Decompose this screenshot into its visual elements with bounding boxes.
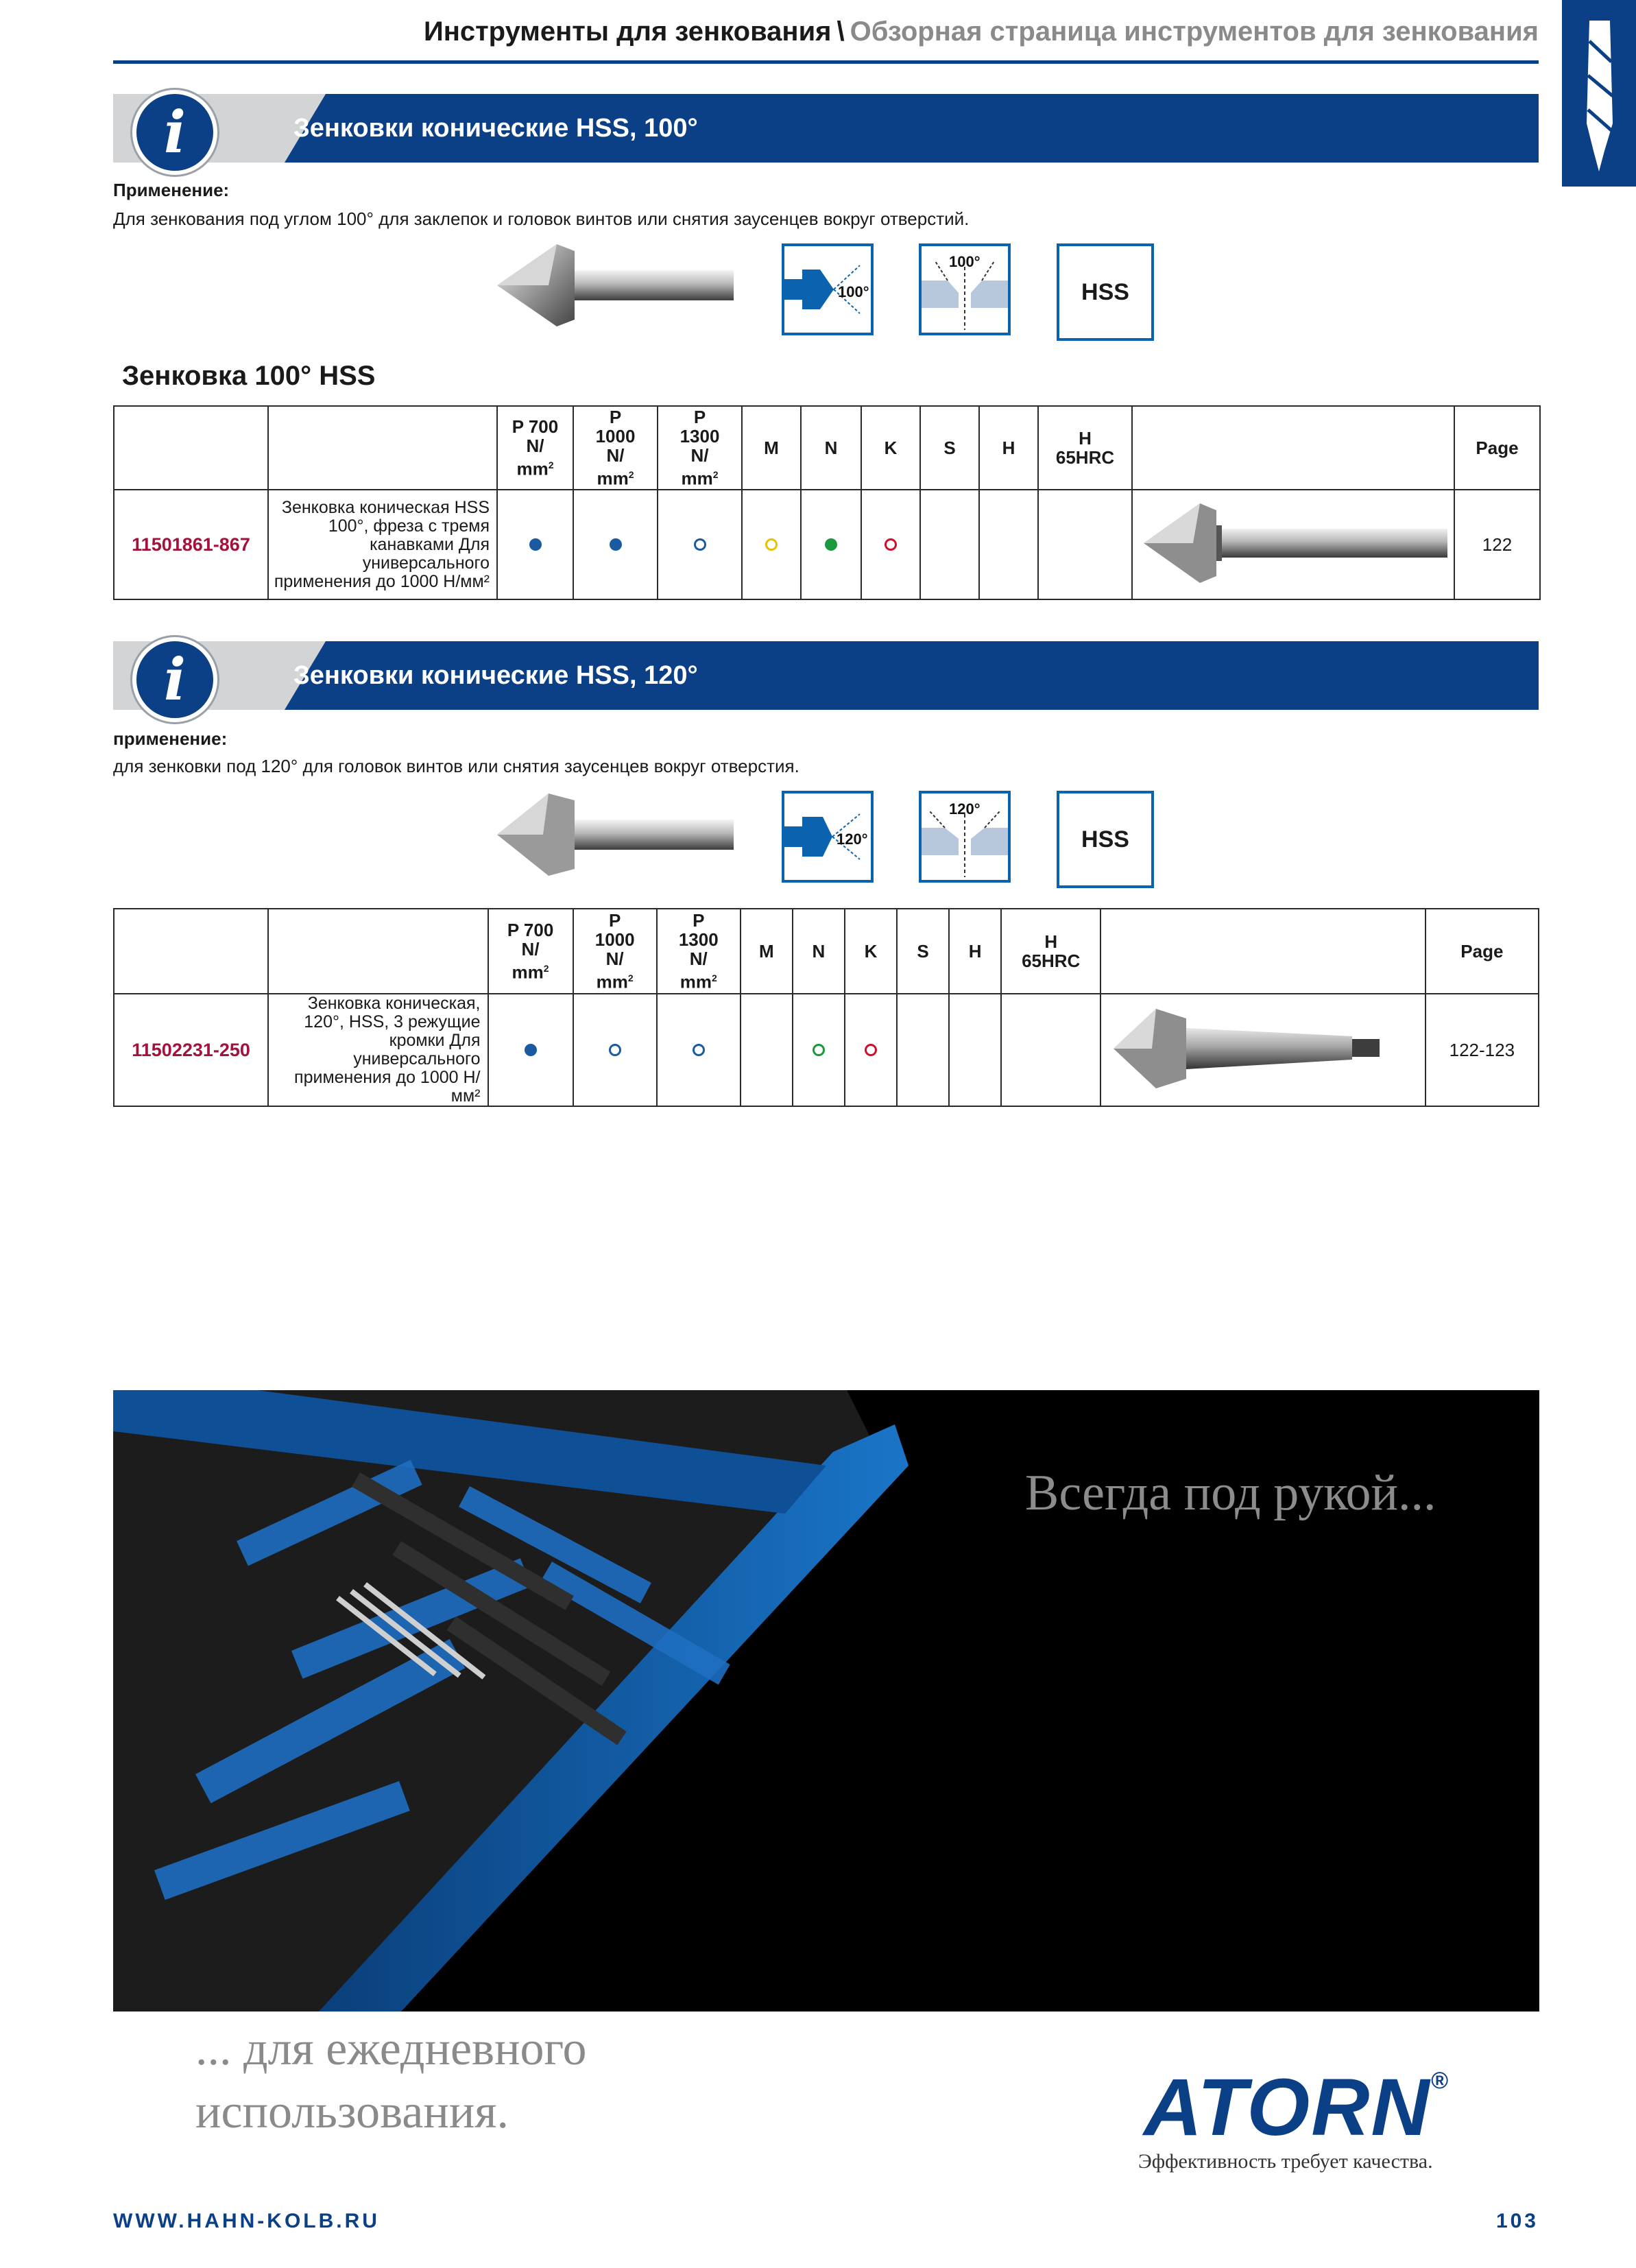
hss-badge: HSS — [1057, 243, 1154, 341]
col-s: S — [920, 406, 979, 490]
hole-100-label: 100° — [949, 253, 981, 270]
header-separator: \ — [837, 16, 845, 47]
col-p700: P 700 N/ $mm^2$ — [488, 909, 573, 994]
col-p1000: P 1000 N/ $mm^2$ — [573, 406, 658, 490]
hole-100-icon — [919, 243, 1011, 335]
col-h: H — [979, 406, 1038, 490]
ad-slogan-line-1: ... для ежедневного — [195, 2022, 587, 2075]
header-section: Инструменты для зенкования — [423, 16, 832, 47]
product-image — [1105, 1003, 1421, 1093]
product-description: Зенковка коническая, 120°, HSS, 3 режущие кромки Для универсального применения до 1000 Н/мм² — [268, 994, 488, 1106]
mark-filled — [525, 1044, 537, 1056]
col-m: M — [741, 909, 793, 994]
spec-table-120 — [113, 908, 1539, 1107]
table-row — [114, 994, 1539, 1106]
atorn-logo: ATORN® — [1144, 2062, 1449, 2153]
brand-tagline: Эффективность требует качества. — [1138, 2150, 1433, 2173]
page-ref: 122 — [1454, 490, 1540, 599]
mark-open — [813, 1044, 825, 1056]
hole-120-label: 120° — [949, 800, 981, 817]
mark-open — [609, 1044, 621, 1056]
article-number[interactable]: 11502231-250 — [114, 994, 268, 1106]
product-image — [1135, 498, 1451, 587]
spec-table-100 — [113, 405, 1541, 600]
product-image-cell — [1132, 490, 1454, 599]
hss-badge: HSS — [1057, 791, 1154, 888]
col-page: Page — [1426, 909, 1539, 994]
info-icon: i — [132, 637, 217, 722]
col-h: H — [949, 909, 1001, 994]
table-header-row — [114, 406, 1540, 490]
ad-slogan-bottom — [195, 2018, 587, 2144]
section-header-120 — [113, 641, 1539, 713]
ad-slogan-line-2: использования. — [195, 2086, 509, 2138]
header-rule — [113, 60, 1539, 64]
info-icon: i — [132, 90, 217, 175]
countersink-120-image — [494, 791, 741, 880]
col-p1300: P 1300 N/ $mm^2$ — [658, 406, 742, 490]
mark-open — [694, 538, 706, 551]
mark-open — [693, 1044, 705, 1056]
mark-open — [865, 1044, 877, 1056]
article-number[interactable]: 11501861-867 — [114, 490, 268, 599]
ad-slogan-top: Всегда под рукой... — [1025, 1465, 1436, 1521]
hole-120-icon — [919, 791, 1011, 883]
col-k: K — [861, 406, 920, 490]
angle-100-icon — [782, 243, 874, 335]
section-title: Зенковки конические HSS, 120° — [293, 661, 698, 690]
page-number: 103 — [1495, 2210, 1539, 2232]
table-row — [114, 490, 1540, 599]
angle-100-label: 100° — [838, 283, 869, 300]
col-k: K — [845, 909, 897, 994]
product-description: Зенковка коническая HSS 100°, фреза с тремя канавками Для универсального применения до 1000 Н/мм² — [268, 490, 497, 599]
col-m: M — [742, 406, 801, 490]
footer-website-link[interactable]: WWW.HAHN-KOLB.RU — [113, 2210, 380, 2232]
mark-open — [765, 538, 778, 551]
drill-icon — [1562, 0, 1636, 187]
col-n: N — [793, 909, 845, 994]
angle-120-label: 120° — [837, 831, 868, 848]
application-text: Для зенкования под углом 100° для заклепок и головок винтов или снятия заусенцев вокруг отверстий. — [113, 208, 970, 229]
chapter-tab — [1562, 0, 1636, 187]
header-subtitle: Обзорная страница инструментов для зенкования — [850, 16, 1539, 47]
col-h65: H 65HRC — [1001, 909, 1100, 994]
mark-open — [885, 538, 897, 551]
col-n: N — [801, 406, 861, 490]
application-label: Применение: — [113, 180, 230, 200]
col-s: S — [897, 909, 949, 994]
mark-filled — [825, 538, 837, 551]
table-header-row — [114, 909, 1539, 994]
col-page: Page — [1454, 406, 1540, 490]
col-p1000: P 1000 N/ $mm^2$ — [573, 909, 657, 994]
mark-filled — [610, 538, 622, 551]
section-title: Зенковки конические HSS, 100° — [293, 114, 698, 143]
col-p700: P 700 N/ $mm^2$ — [497, 406, 573, 490]
product-image-cell — [1100, 994, 1425, 1106]
application-text: для зенковки под 120° для головок винтов или снятия заусенцев вокруг отверстия. — [113, 756, 799, 776]
section-header-100 — [113, 94, 1539, 166]
countersink-100-image — [494, 241, 741, 331]
col-p1300: P 1300 N/ $mm^2$ — [657, 909, 741, 994]
col-h65: H 65HRC — [1038, 406, 1132, 490]
page-header-title — [424, 16, 1539, 47]
angle-120-icon — [782, 791, 874, 883]
page-ref: 122-123 — [1426, 994, 1539, 1106]
application-label: применение: — [113, 728, 228, 749]
mark-filled — [529, 538, 542, 551]
table-title: Зенковка 100° HSS — [122, 361, 376, 391]
